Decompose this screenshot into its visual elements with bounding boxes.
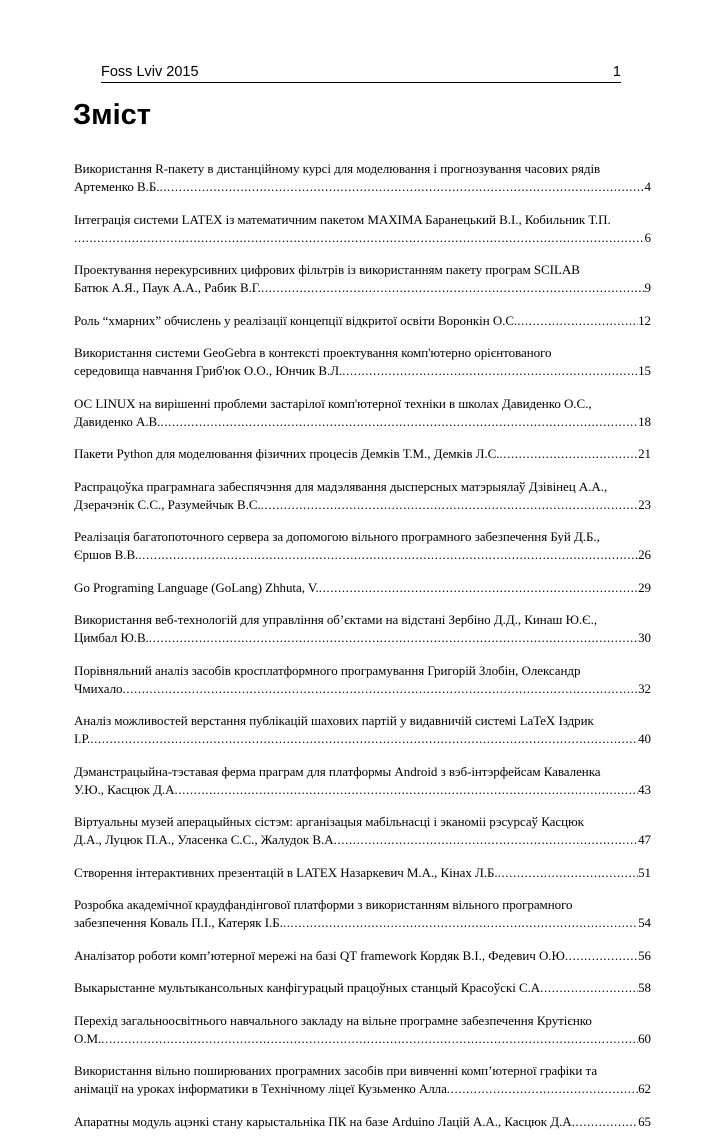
toc-entry-title-line: Дэманстрацыйна-тэставая ферма праграм для платформы Android з вэб-інтэрфейсам Каваленка <box>74 763 601 779</box>
toc-entry-title-line: Порівняльний аналіз засобів кросплатформного програмування Григорій Злобін, Олександр <box>74 662 581 678</box>
toc-entry-title-line: Д.А., Луцюк П.А., Уласенка С.С., Жалудок В.А <box>74 832 334 847</box>
dot-leader <box>261 496 638 514</box>
toc-entry-title-line: забезпечення Коваль П.І., Катеряк І.Б. <box>74 915 283 930</box>
toc-entry[interactable] <box>74 763 651 799</box>
toc-page-number: 40 <box>638 731 651 746</box>
toc-page-number: 56 <box>638 947 651 963</box>
toc-page-number: 47 <box>638 832 651 847</box>
toc-entry-title-line: Батюк А.Я., Паук А.А., Рабик В.Г. <box>74 280 261 295</box>
toc-entry[interactable] <box>74 478 651 514</box>
toc-entry-title-line: Використання системи GeoGebra в контексті проектування комп'ютерно орієнтованого <box>74 345 552 360</box>
toc-entry-last-line <box>74 413 651 431</box>
toc-page-number: 15 <box>638 363 651 378</box>
toc-entry-last-line <box>74 914 651 932</box>
toc-entry-last-line <box>74 279 651 297</box>
toc-entry-last-line <box>74 579 651 597</box>
conference-name: Foss Lviv 2015 <box>101 64 199 80</box>
dot-leader <box>101 1030 638 1048</box>
toc-page-number: 29 <box>638 579 651 595</box>
toc-entry[interactable] <box>74 864 651 882</box>
dot-leader <box>517 312 638 330</box>
toc-entry-title-line: Розробка академічної краудфандінгової платформи з використанням вільного програмного <box>74 897 573 912</box>
toc-entry[interactable] <box>74 896 651 932</box>
toc-entry[interactable] <box>74 1113 651 1131</box>
toc-entry-title-line: середовища навчання Гриб'юк О.О., Юнчик В.Л. <box>74 363 343 378</box>
toc-entry-last-line <box>74 831 651 849</box>
toc-entry[interactable] <box>74 261 651 297</box>
toc-page-number: 12 <box>638 312 651 328</box>
toc-entry-last-line <box>74 1080 651 1098</box>
dot-leader <box>540 979 638 997</box>
dot-leader <box>334 831 639 849</box>
toc-entry-title-line: Використання R-пакету в дистанційному курсі для моделювання і прогнозування часових рядів <box>74 161 601 176</box>
toc-entry-last-line <box>74 178 651 196</box>
dot-leader <box>122 680 638 698</box>
toc-page-number: 4 <box>644 179 651 194</box>
toc-entry-title-line: Дзерачэнік С.С., Разумейчык В.С. <box>74 496 261 512</box>
toc-entry-title-line: І.Р. <box>74 731 91 746</box>
toc-page-number: 54 <box>638 915 651 930</box>
toc-entry-last-line <box>74 947 651 965</box>
toc-entry-last-line <box>74 629 651 647</box>
toc-entry-title-line: Віртуальны музей аперацыйных сістэм: арганізацыя мабільнасці і эканоміі рэсурсаў Касцюк <box>74 814 584 829</box>
toc-page-number: 51 <box>638 864 651 880</box>
toc-entry[interactable] <box>74 1012 651 1048</box>
page-title: Зміст <box>73 99 152 131</box>
toc-entry-title-line: У.Ю., Касцюк Д.А <box>74 781 175 797</box>
toc-entry-title-line: Інтеграція системи LATEX із математичним пакетом MAXIMA Баранецький В.І., Кобильник Т.П. <box>74 211 611 227</box>
toc-entry-title-line: Выкарыстанне мультыкансольных канфігурацый працоўных станцый Красоўскі С.А <box>74 980 541 995</box>
toc-page-number: 23 <box>638 496 651 512</box>
toc-entry-title-line: Перехід загальноосвітнього навчального закладу на вільне програмне забезпечення Крутієнко <box>74 1012 592 1028</box>
toc-entry-last-line <box>74 1030 651 1048</box>
toc-entry-title-line: Аналіз можливостей верстання публікацій шахових партій у видавничій системі LaTeX Іздрик <box>74 713 594 728</box>
toc-entry[interactable] <box>74 395 651 431</box>
toc-entry-last-line <box>74 680 651 698</box>
toc-entry-title-line: Распрацоўка праграмнага забеспячэння для мадэлявання дысперсных матэрыялаў Дзівінец А.А., <box>74 478 608 494</box>
toc-page-number: 65 <box>638 1113 651 1129</box>
dot-leader <box>261 279 645 297</box>
toc-page-number: 58 <box>638 980 651 995</box>
toc-entry-title-line: Єршов В.В. <box>74 547 139 562</box>
toc-entry[interactable] <box>74 160 651 196</box>
toc-entry-title-line: Використання веб-технологій для управління об’єктами на відстані Зербіно Д.Д., Кинаш Ю.Є., <box>74 612 598 627</box>
toc-entry-last-line <box>74 312 651 330</box>
dot-leader <box>138 546 638 564</box>
toc-entry[interactable] <box>74 979 651 997</box>
header-page-number: 1 <box>612 64 621 80</box>
toc-page-number: 62 <box>638 1081 651 1096</box>
toc-entry-title-line: Реалізація багатопоточного сервера за допомогою вільного програмного забезпечення Буй Д.Б., <box>74 529 600 544</box>
page-header <box>101 64 621 83</box>
dot-leader <box>342 362 638 380</box>
toc-entry-last-line <box>74 1113 651 1131</box>
toc-entry-title-line: Go Programing Language (GoLang) Zhhuta, V. <box>74 579 319 595</box>
toc-entry-title-line: Давиденко А.В. <box>74 413 161 429</box>
toc-entry-title-line: Чмихало <box>74 680 123 696</box>
toc-entry-title-line: Цимбал Ю.В. <box>74 630 149 645</box>
toc-entry-title-line: Аналізатор роботи комп’ютерної мережі на базі QT framework Кордяк В.І., Федевич О.Ю <box>74 947 565 963</box>
toc-entry-last-line <box>74 979 651 997</box>
toc-entry[interactable] <box>74 712 651 748</box>
toc-page-number: 60 <box>638 1030 651 1046</box>
toc-entry-title-line: О.М. <box>74 1030 102 1046</box>
dot-leader <box>499 445 638 463</box>
dot-leader <box>90 730 638 748</box>
toc-entry-last-line <box>74 546 651 564</box>
toc-entry-title-line: Пакети Python для моделювання фізичних процесів Демків Т.М., Демків Л.С. <box>74 446 500 461</box>
dot-leader <box>174 781 638 799</box>
dot-leader <box>283 914 638 932</box>
toc-entry-title-line: анімації на уроках інформатики в Технічному ліцеї Кузьменко Алла <box>74 1081 447 1096</box>
toc-entry[interactable] <box>74 344 651 380</box>
toc-entry[interactable] <box>74 312 651 330</box>
toc-entry[interactable] <box>74 662 651 698</box>
toc-entry-last-line <box>74 730 651 748</box>
toc-entry-last-line <box>74 864 651 882</box>
toc-entry-title-line: Артеменко В.Б. <box>74 179 160 194</box>
dot-leader <box>149 629 638 647</box>
toc-entry-title-line: Роль “хмарних” обчислень у реалізації концепції відкритої освіти Воронкін О.С. <box>74 312 518 328</box>
table-of-contents <box>74 160 651 1145</box>
toc-entry[interactable] <box>74 813 651 849</box>
dot-leader <box>572 1113 638 1131</box>
toc-page-number: 26 <box>638 547 651 562</box>
dot-leader <box>447 1080 638 1098</box>
toc-page-number: 6 <box>644 229 651 245</box>
dot-leader <box>160 413 638 431</box>
toc-entry-last-line <box>74 781 651 799</box>
toc-entry-last-line <box>74 496 651 514</box>
toc-entry[interactable] <box>74 528 651 564</box>
dot-leader <box>319 579 638 597</box>
dot-leader <box>159 178 644 196</box>
toc-entry-title-line: ОС LINUX на вирішенні проблеми застарілої комп'ютерної техніки в школах Давиденко О.С., <box>74 395 592 411</box>
toc-entry-last-line <box>74 229 651 247</box>
toc-entry-last-line <box>74 362 651 380</box>
dot-leader <box>74 229 645 247</box>
dot-leader <box>565 947 638 965</box>
toc-entry-last-line <box>74 445 651 463</box>
toc-entry[interactable] <box>74 1062 651 1098</box>
toc-page-number: 21 <box>638 446 651 461</box>
toc-entry-title-line: Проектування нерекурсивних цифрових фільтрів із використанням пакету програм SCILAB <box>74 262 580 277</box>
toc-entry[interactable] <box>74 579 651 597</box>
toc-page-number: 43 <box>638 781 651 797</box>
toc-page-number: 30 <box>638 630 651 645</box>
toc-page-number: 32 <box>638 680 651 696</box>
toc-entry[interactable] <box>74 947 651 965</box>
toc-entry[interactable] <box>74 611 651 647</box>
toc-entry-title-line: Апаратны модуль ацэнкі стану карыстальніка ПК на базе Arduino Лацій А.А., Касцюк Д.А <box>74 1113 572 1129</box>
toc-page-number: 9 <box>644 280 651 295</box>
toc-entry-title-line: Створення інтерактивних презентацій в LATEX Назаркевич М.А., Кінах Л.Б. <box>74 864 498 880</box>
toc-entry-title-line: Використання вільно поширюваних програмних засобів при вивченні комп’ютерної графіки та <box>74 1063 598 1078</box>
toc-page-number: 18 <box>638 413 651 429</box>
toc-entry[interactable] <box>74 445 651 463</box>
dot-leader <box>498 864 638 882</box>
toc-entry[interactable] <box>74 211 651 247</box>
